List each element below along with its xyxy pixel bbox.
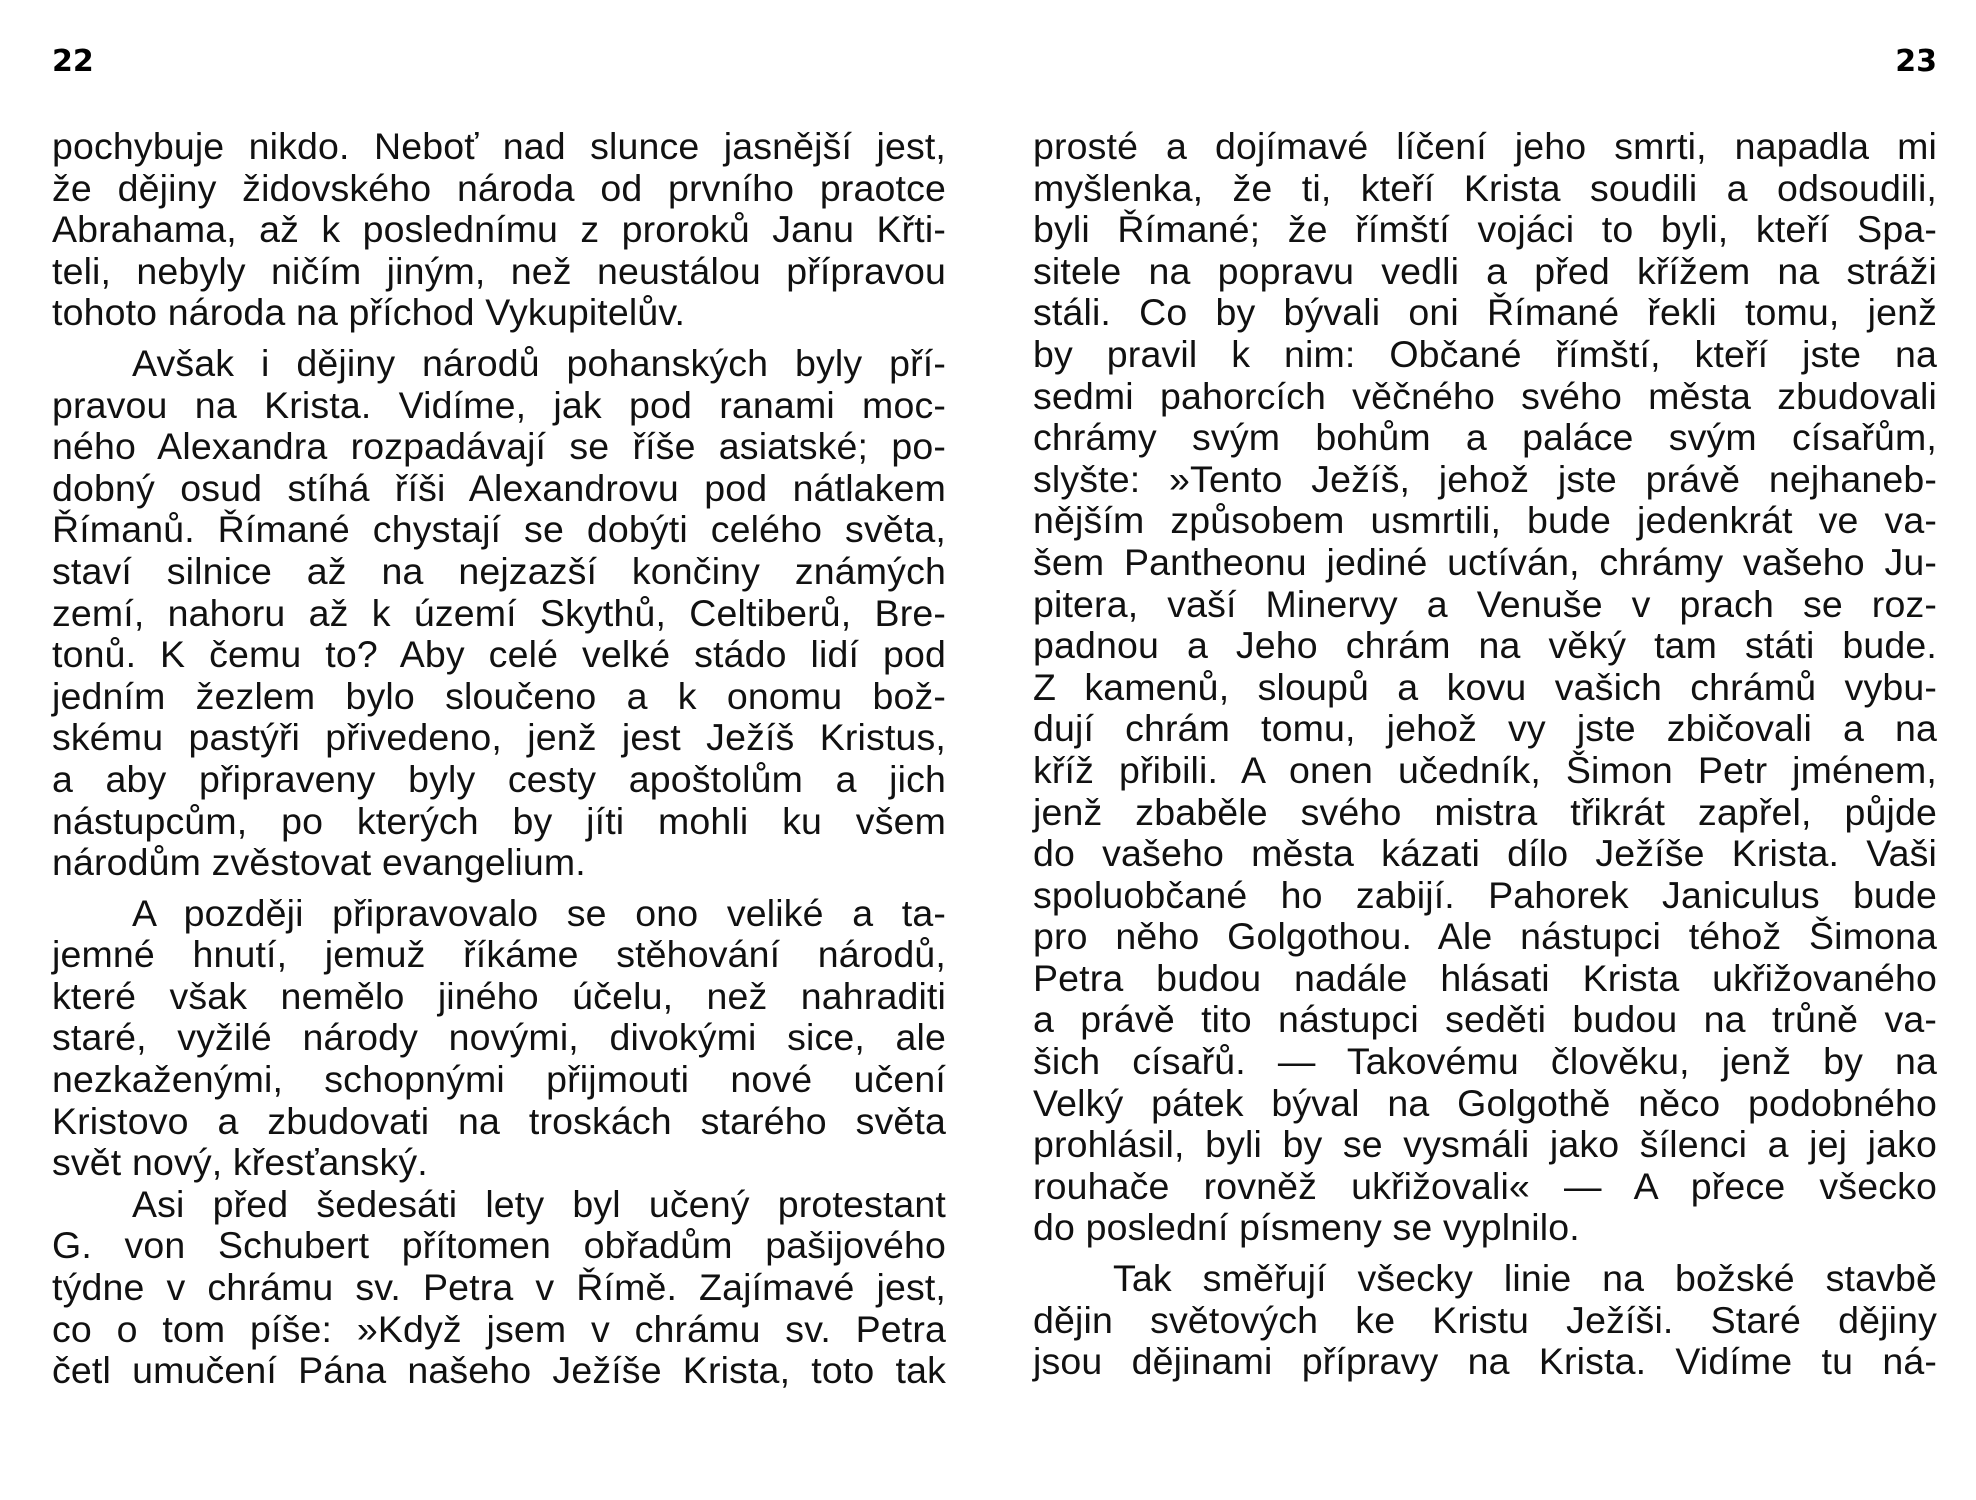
text-line: prohlásil, byli by se vysmáli jako šílenci a jej jako (1033, 1123, 1937, 1166)
text-line: co o tom píše: »Když jsem v chrámu sv. Petra (52, 1307, 946, 1350)
paragraph (52, 893, 946, 1184)
text-line: slyšte: »Tento Ježíš, jehož jste právě nejhaneb- (1033, 457, 1937, 500)
text-line: svět nový, křesťanský. (52, 1141, 428, 1184)
text-line: nějším způsobem usmrtili, bude jedenkrát ve va- (1033, 499, 1937, 542)
text-line: by pravil k nim: Občané římští, kteří jste na (1033, 332, 1937, 375)
text-line: staví silnice až na nejzazší končiny známých (52, 549, 946, 592)
text-line: sedmi pahorcích věčného svého města zbudovali (1033, 374, 1937, 417)
text-line: do vašeho města kázati dílo Ježíše Krista. Vaši (1033, 832, 1937, 875)
page-body (1033, 126, 1937, 1383)
text-line: Abrahama, až k poslednímu z proroků Janu Křti- (52, 208, 946, 251)
text-line: prosté a dojímavé líčení jeho smrti, napadla mi (1033, 125, 1937, 167)
text-line: Římanů. Římané chystají se dobýti celého světa, (52, 508, 946, 551)
text-line: nástupcům, po kterých by jíti mohli ku všem (52, 799, 946, 842)
text-line: spoluobčané ho zabijí. Pahorek Janiculus bude (1033, 873, 1937, 916)
text-line: a právě tito nástupci seděti budou na trůně va- (1033, 998, 1937, 1041)
text-line: ného Alexandra rozpadávají se říše asiatské; po- (52, 425, 946, 468)
text-line: Z kamenů, sloupů a kovu vašich chrámů vybu- (1033, 665, 1937, 708)
paragraph (1033, 126, 1937, 1249)
text-line: Petra budou nadále hlásati Krista ukřižovaného (1033, 956, 1937, 999)
paragraph (1033, 1258, 1937, 1383)
text-line: národům zvěstovat evangelium. (52, 841, 586, 884)
text-line: pochybuje nikdo. Neboť nad slunce jasnější jest, (52, 125, 946, 167)
text-line: dějin světových ke Kristu Ježíši. Staré dějiny (1033, 1298, 1937, 1341)
paragraph (52, 1184, 946, 1392)
text-line: A později připravovalo se ono veliké a ta- (132, 891, 946, 934)
paragraph (52, 126, 946, 334)
text-line: šich císařů. — Takovému člověku, jenž by na (1033, 1040, 1937, 1083)
text-line: stáli. Co by bývali oni Římané řekli tomu, jenž (1033, 291, 1937, 334)
text-line: byli Římané; že římští vojáci to byli, kteří Spa- (1033, 208, 1937, 251)
paragraph (52, 343, 946, 884)
text-line: rouhače rovněž ukřižovali« — A přece všecko (1033, 1164, 1937, 1207)
text-line: zemí, nahoru až k území Skythů, Celtiberů, Bre- (52, 591, 946, 634)
text-line: sitele na popravu vedli a před křížem na stráži (1033, 249, 1937, 292)
page-number: 22 (52, 44, 94, 79)
text-line: dobný osud stíhá říši Alexandrovu pod nátlakem (52, 466, 946, 509)
text-line: skému pastýři přivedeno, jenž jest Ježíš Kristus, (52, 716, 946, 759)
text-line: a aby připraveny byly cesty apoštolům a jich (52, 757, 946, 800)
text-line: četl umučení Pána našeho Ježíše Krista, toto tak (52, 1349, 946, 1392)
text-line: dují chrám tomu, jehož vy jste zbičovali a na (1033, 707, 1937, 750)
text-line: chrámy svým bohům a paláce svým císařům, (1033, 416, 1937, 459)
text-line: šem Pantheonu jediné uctíván, chrámy vašeho Ju- (1033, 540, 1937, 583)
text-line: jedním žezlem bylo sloučeno a k onomu bož- (52, 674, 946, 717)
text-line: které však nemělo jiného účelu, než nahraditi (52, 974, 946, 1017)
page-number: 23 (1895, 44, 1937, 79)
text-line: Kristovo a zbudovati na troskách starého světa (52, 1099, 946, 1142)
text-line: do poslední písmeny se vyplnilo. (1033, 1206, 1580, 1249)
text-line: myšlenka, že ti, kteří Krista soudili a odsoudili, (1033, 166, 1937, 209)
text-line: tohoto národa na příchod Vykupitelův. (52, 291, 686, 334)
page-body (52, 126, 946, 1392)
text-line: kříž přibili. A onen učedník, Šimon Petr jménem, (1033, 748, 1937, 791)
text-line: padnou a Jeho chrám na věký tam státi bude. (1033, 624, 1937, 667)
text-line: G. von Schubert přítomen obřadům pašijového (52, 1224, 946, 1267)
text-line: pitera, vaší Minervy a Venuše v prach se roz- (1033, 582, 1937, 625)
text-line: nezkaženými, schopnými přijmouti nové učení (52, 1058, 946, 1101)
text-line: tonů. K čemu to? Aby celé velké stádo lidí pod (52, 633, 946, 676)
text-line: jsou dějinami přípravy na Krista. Vidíme tu ná- (1033, 1340, 1937, 1383)
text-line: jemné hnutí, jemuž říkáme stěhování národů, (52, 933, 946, 976)
text-line: Avšak i dějiny národů pohanských byly pří- (132, 341, 946, 384)
text-line: pravou na Krista. Vidíme, jak pod ranami moc- (52, 383, 946, 426)
text-line: Asi před šedesáti lety byl učený protestant (132, 1182, 946, 1225)
text-line: Tak směřují všecky linie na božské stavbě (1113, 1257, 1937, 1300)
text-line: pro něho Golgothou. Ale nástupci téhož Šimona (1033, 915, 1937, 958)
text-line: že dějiny židovského národa od prvního praotce (52, 166, 946, 209)
text-line: jenž zbaběle svého mistra třikrát zapřel, půjde (1033, 790, 1937, 833)
text-line: staré, vyžilé národy novými, divokými sice, ale (52, 1016, 946, 1059)
text-line: týdne v chrámu sv. Petra v Římě. Zajímavé jest, (52, 1266, 946, 1309)
text-line: teli, nebyly ničím jiným, než neustálou přípravou (52, 249, 946, 292)
text-line: Velký pátek býval na Golgothě něco podobného (1033, 1081, 1937, 1124)
